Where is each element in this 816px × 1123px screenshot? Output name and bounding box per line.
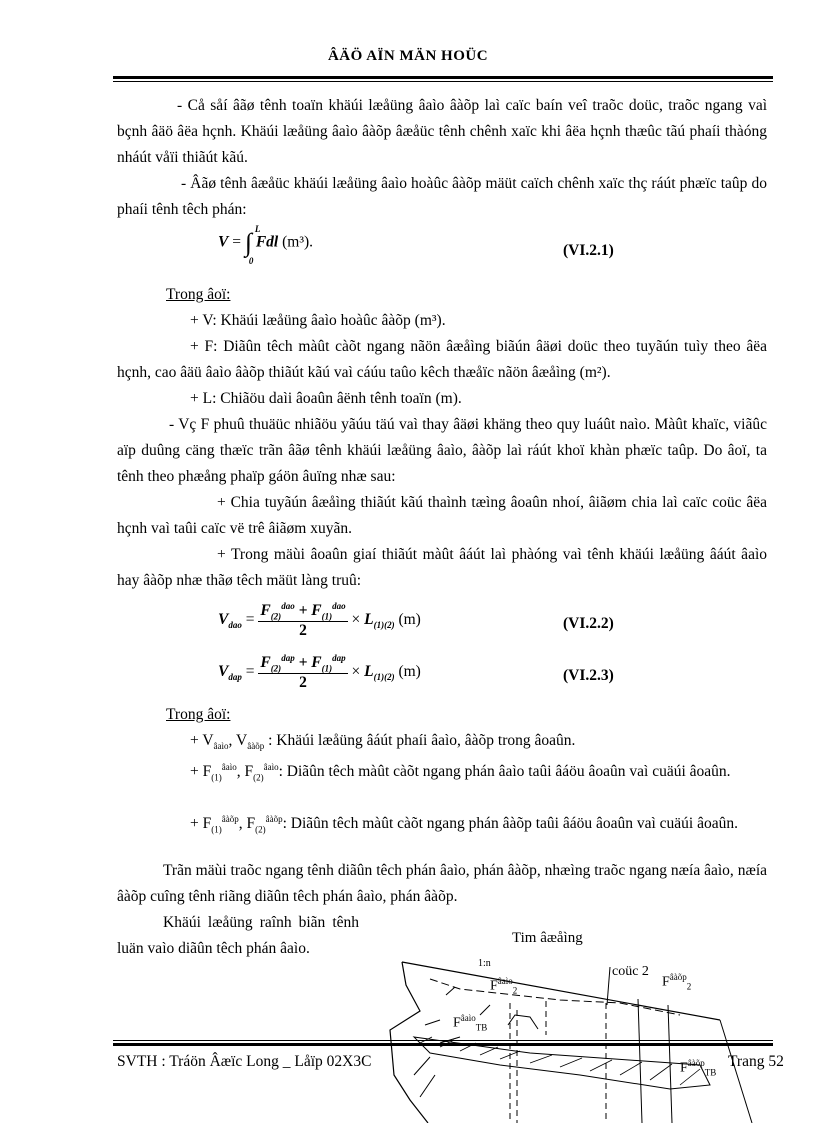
definition-l: + L: Chiãöu daìi âoaûn âënh tênh toaïn (m). [190, 390, 462, 407]
label-slope: 1:n [478, 958, 491, 969]
label-ftb-dao: $F^{âaìo}_{TB}$ [453, 1013, 488, 1033]
paragraph-2: - Âãø tênh âæåüc khäúi læåüng âaìo hoàûc âàõp mäüt caïch chênh xaïc thç ráút phæïc taûp do phaíi tênh têch phán: [117, 175, 767, 218]
integral-sign: ∫ L 0 [244, 224, 261, 266]
label-f2-dao: $F^{âaìo}_2$ [490, 976, 518, 996]
equation-2-unit: (m) [398, 611, 421, 629]
equation-integral: V = ∫ L 0 Fdl (m³). [218, 224, 314, 266]
paragraph-3: - Vç F phuû thuäüc nhiãöu yãúu täú vaì thay âäøi khäng theo quy luáût naìo. Màût khaïc, viãûc aïp duûng cäng thæïc trãn âãø tênh khäúi læåüng âaìo, âàõp laì ráút khoï khàn phæïc taûp. Do âoï, ta tênh theo phæång phaïp gáön âuïng nhæ sau: [117, 416, 767, 485]
equation-3-unit: (m) [398, 663, 421, 681]
trong-doi-label-2: Trong âoï: [166, 706, 231, 723]
footer-author: SVTH : Tráön Âæïc Long _ Låïp 02X3C [117, 1053, 372, 1070]
page-header-title: ÂÄÖ AÏN MÄN HOÜC [327, 48, 489, 64]
trong-doi-label-1: Trong âoï: [166, 286, 231, 303]
equation-1-unit: (m³). [282, 233, 314, 251]
paragraph-5: + Trong mäùi âoaûn giaí thiãút màût âáút laì phàóng vaì tênh khäúi læåüng âáút âaìo hay âàõp nhæ thãø têch mäüt làng truû: [117, 546, 767, 589]
label-coc-2: coüc 2 [612, 964, 649, 979]
paragraph-4: + Chia tuyãún âæåìng thiãút kãú thaình tæìng âoaûn nhoí, âiãøm chia laì caïc coüc âëa hçnh vaì taûi caïc vë trê âiãøm xuyãn. [117, 494, 767, 537]
definition-f-dao: + $F_{(1)}^{âaìo}$, $F_{(2)}^{âaìo}$: Diãûn têch màût càõt ngang phán âaìo taûi âáöu âoaûn vaì cuäúi âoaûn. [190, 762, 731, 783]
footer-rule-thin [113, 1040, 773, 1041]
definition-f: + F: Diãûn têch màût càõt ngang nãön âæåìng biãún âäøi doüc theo tuyãún tuìy theo âëa hçnh, cao âäü âaìo âàõp thiãút kãú vaì cáúu taûo kêch thæåïc nãön âæåìng (m²). [117, 338, 767, 381]
definition-f-dap: + $F_{(1)}^{âàõp}$, $F_{(2)}^{âàõp}$: Diãûn têch màût càõt ngang phán âàõp taûi âáöu âoaûn vaì cuäúi âoaûn. [190, 814, 738, 835]
equation-2-number: (VI.2.2) [563, 615, 614, 632]
equation-1-number: (VI.2.1) [563, 242, 614, 259]
definition-v: + V: Khäúi læåüng âaìo hoàûc âàõp (m³). [190, 312, 446, 329]
paragraph-6: Trãn mäùi traõc ngang tênh diãûn têch phán âaìo, phán âàõp, nhæìng traõc ngang næía âaìo, næía âàõp cuîng tênh riãng diãûn têch phán âaìo, phán âàõp. [117, 862, 767, 905]
label-ftb-dap: $F^{âàõp}_{TB}$ [680, 1058, 717, 1078]
fraction-dap: $\frac{F_{(2)}^{dap} + F_{(1)}^{dap}}{2}$ [260, 653, 346, 692]
equation-vdao: $V_{dao}$ = $\frac{F_{(2)}^{dao} + F_{(1)}^{dao}}{2}$ × $L_{(1)(2)}$ (m) [218, 601, 421, 640]
equation-3-number: (VI.2.3) [563, 667, 614, 684]
label-tim-duong: Tim âæåìng [512, 930, 583, 946]
equation-vdap: $V_{dap}$ = $\frac{F_{(2)}^{dap} + F_{(1)}^{dap}}{2}$ × $L_{(1)(2)}$ (m) [218, 653, 421, 692]
fraction-dao: $\frac{F_{(2)}^{dao} + F_{(1)}^{dao}}{2}$ [260, 601, 346, 640]
definition-vdao-vdap: + $V_{âaìo}$, $V_{âàõp}$ : Khäúi læåüng âáút phaíi âaìo, âàõp trong âoaûn. [190, 732, 576, 752]
cross-section-drawing [380, 925, 760, 1123]
footer-rule-thick [113, 1043, 773, 1046]
paragraph-1: - Cå såí âãø tênh toaïn khäúi læåüng âaìo âàõp laì caïc baín veî traõc doüc, traõc ngang vaì bçnh âäö âëa hçnh. Khäúi læåüng âaìo âàõp âæåüc tênh chênh xaïc khi âëa hçnh thæûc tãú phaíi thàóng nháút våïi thiãút kãú. [117, 97, 767, 166]
label-f2-dap: $F^{âàõp}_2$ [662, 972, 692, 992]
header-rule-thick [113, 76, 773, 79]
paragraph-7: Khäúi læåüng raînh biãn tênh luän vaìo diãûn têch phán âaìo. [117, 914, 359, 957]
footer-page-number: Trang 52 [728, 1053, 784, 1070]
header-rule-thin [113, 81, 773, 82]
